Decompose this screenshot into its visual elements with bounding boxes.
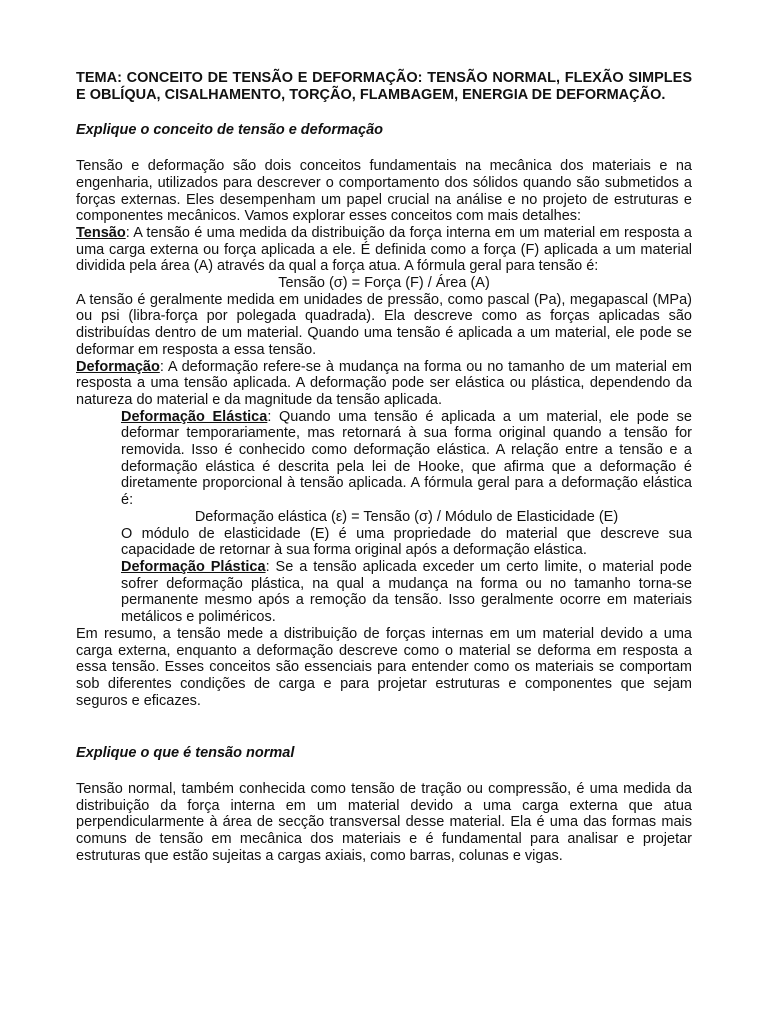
tensao-normal-paragraph: Tensão normal, também conhecida como tensão de tração ou compressão, é uma medida da distribuição da força interna em um material devido a uma carga externa que atua perpendicularmente à área de secção transversal desse material. Ela é uma das formas mais comuns de tensão em mecânica dos materiais e é fundamental para analisar e projetar estruturas que estão sujeitas a cargas axiais, como barras, colunas e vigas.	[76, 781, 692, 864]
plastica-paragraph	[121, 559, 692, 626]
tensao-paragraph	[76, 225, 692, 275]
elastica-paragraph	[121, 409, 692, 509]
resumo-paragraph: Em resumo, a tensão mede a distribuição de forças internas em um material devido a uma carga externa, enquanto a deformação descreve como o material se deforma em resposta a essa tensão. Esses conceitos são essenciais para entender como os materiais se comportam sob diferentes condições de carga e para projetar estruturas e componentes que sejam seguros e eficazes.	[76, 625, 692, 709]
modulo-paragraph: O módulo de elasticidade (E) é uma propriedade do material que descreve sua capacidade de retornar à sua forma original após a deformação elástica.	[121, 525, 692, 559]
tensao-units-paragraph: A tensão é geralmente medida em unidades de pressão, como pascal (Pa), megapascal (MPa) ou psi (libra-força por polegada quadrada). Ela descreve como as forças aplicadas são distribuídas dentro de um material. Quando uma tensão é aplicada a um material, ele pode se deformar em resposta a essa tensão.	[76, 291, 692, 358]
plastica-definition: : Se a tensão aplicada exceder um certo limite, o material pode sofrer deformação plástica, na qual a mudança na forma ou no tamanho torna-se permanente mesmo após a remoção da tensão. Isso geralmente ocorre em materiais metálicos e poliméricos.	[121, 558, 692, 626]
elastica-formula: Deformação elástica (ε) = Tensão (σ) / Módulo de Elasticidade (E)	[194, 508, 619, 525]
intro-paragraph: Tensão e deformação são dois conceitos fundamentais na mecânica dos materiais e na engenharia, utilizados para descrever o comportamento dos sólidos quando são submetidos a forças externas. Eles desempenham um papel crucial na análise e no projeto de estruturas e componentes mecânicos. Vamos explorar esses conceitos com mais detalhes:	[76, 158, 692, 225]
tensao-formula: Tensão (σ) = Força (F) / Área (A)	[278, 275, 490, 292]
tensao-term: Tensão	[76, 224, 126, 241]
elastica-definition: : Quando uma tensão é aplicada a um material, ele pode se deformar temporariamente, mas retornará à sua forma original quando a tensão for removida. Isso é conhecido como deformação elástica. A relação entre a tensão e a deformação elástica é descrita pela lei de Hooke, que afirma que a deformação é diretamente proporcional à tensão aplicada. A fórmula geral para a deformação elástica é:	[121, 408, 692, 509]
question-tensao-normal: Explique o que é tensão normal	[76, 745, 295, 762]
question-tensao-deformacao: Explique o conceito de tensão e deformação	[76, 122, 383, 139]
document-page	[76, 70, 692, 865]
deformacao-types-block	[76, 409, 692, 626]
deformacao-paragraph	[76, 359, 692, 409]
deformacao-definition: : A deformação refere-se à mudança na forma ou no tamanho de um material em resposta a uma tensão aplicada. A deformação pode ser elástica ou plástica, dependendo da natureza do material e da magnitude da tensão aplicada.	[76, 358, 692, 408]
elastica-term: Deformação Elástica	[121, 408, 268, 425]
deformacao-term: Deformação	[76, 358, 160, 375]
tensao-definition: : A tensão é uma medida da distribuição da força interna em um material em resposta a uma carga externa ou força aplicada a ele. É definida como a força (F) aplicada a um material dividida pela área (A) através da qual a força atua. A fórmula geral para tensão é:	[76, 224, 692, 275]
document-title: TEMA: CONCEITO DE TENSÃO E DEFORMAÇÃO: TENSÃO NORMAL, FLEXÃO SIMPLES E OBLÍQUA, CISALHAMENTO, TORÇÃO, FLAMBAGEM, ENERGIA DE DEFORMAÇÃO.	[76, 70, 692, 103]
plastica-term: Deformação Plástica	[121, 558, 266, 575]
